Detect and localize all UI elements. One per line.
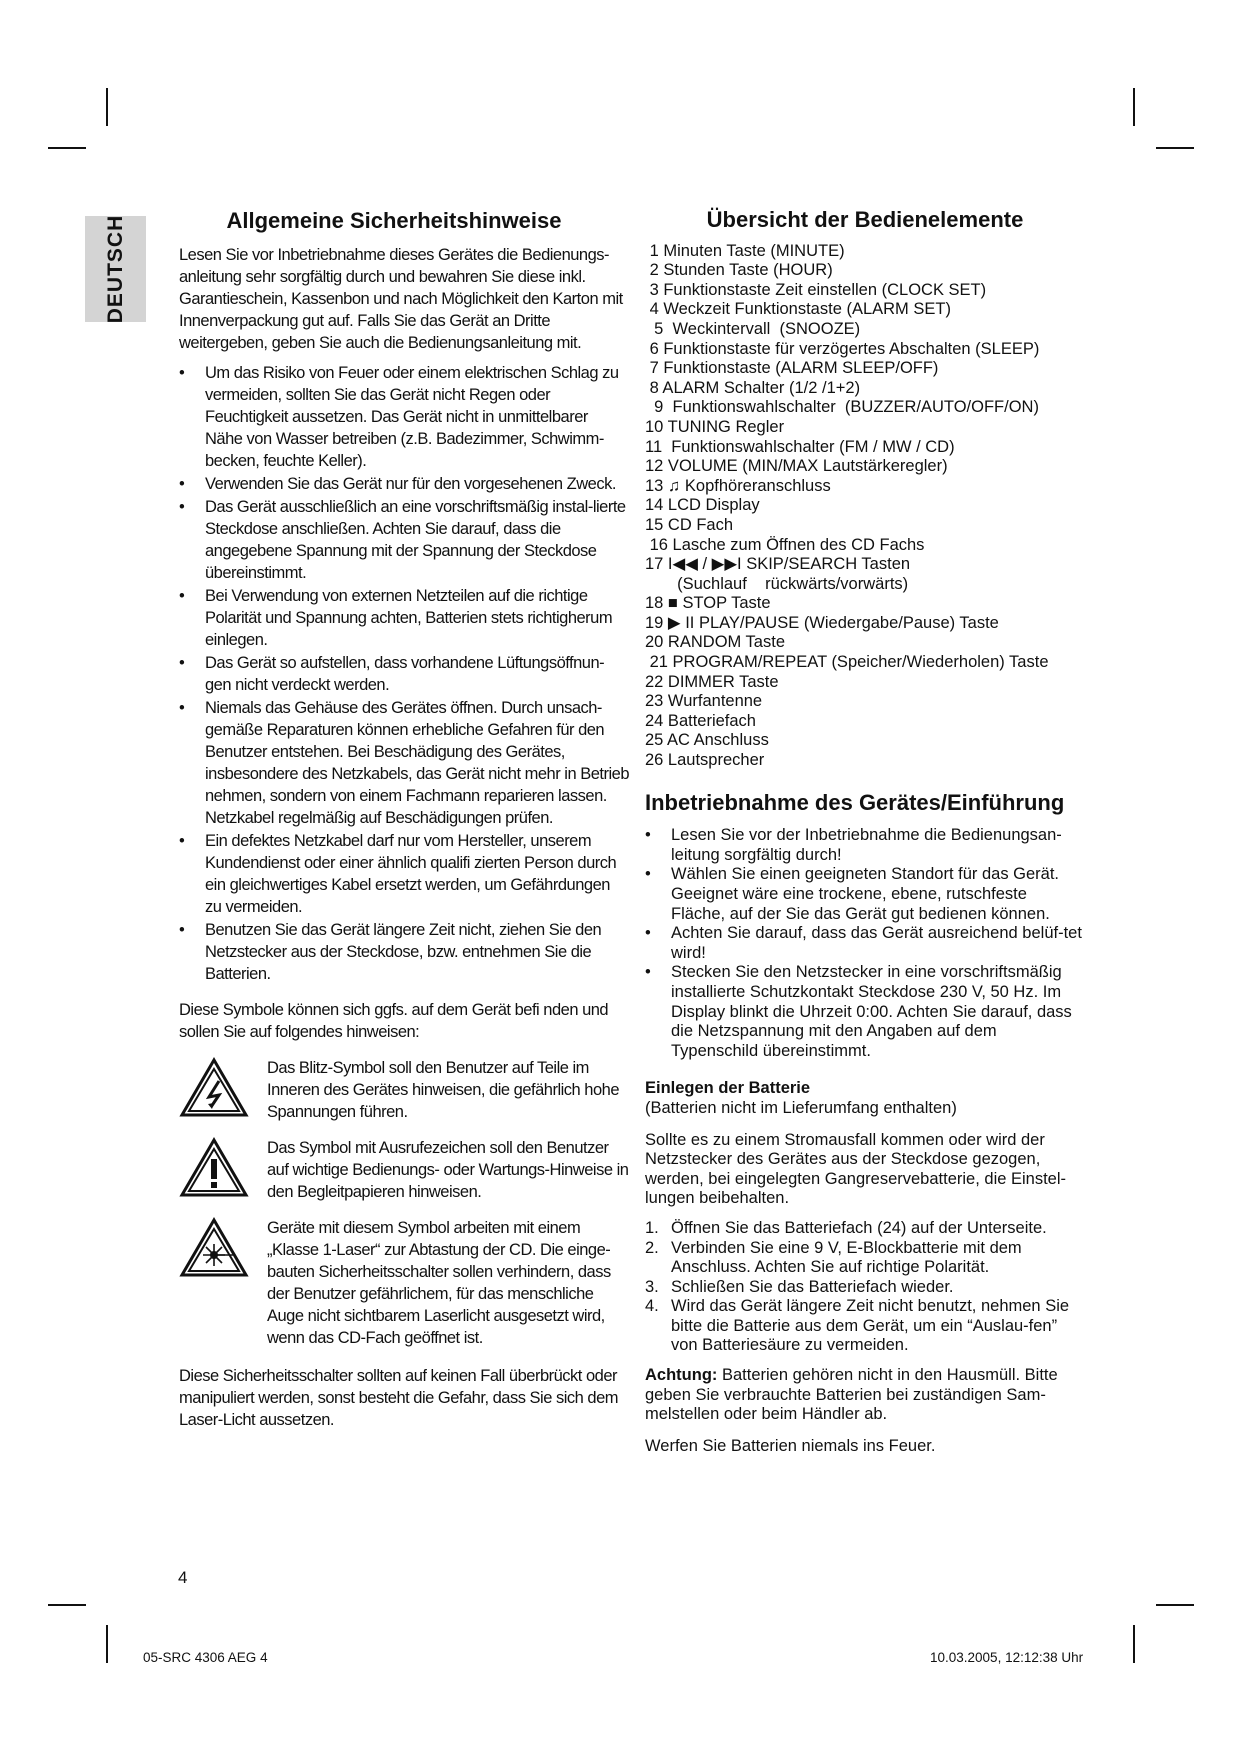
step-text: Öffnen Sie das Batteriefach (24) auf der Unterseite. (671, 1218, 1047, 1237)
list-item: 7 Funktionstaste (ALARM SLEEP/OFF) (645, 359, 939, 378)
warning-text: Das Blitz-Symbol soll den Benutzer auf Teile im Inneren des Gerätes hinweisen, die gefährlich hohe Spannungen führen. (267, 1059, 619, 1121)
step-number: 2. (645, 1238, 659, 1257)
crop-mark (48, 1604, 86, 1606)
crop-mark (1156, 147, 1194, 149)
setup-bullets (645, 826, 1085, 1061)
safety-section (179, 210, 629, 1431)
list-item: • Niemals das Gehäuse des Gerätes öffnen. Durch unsach-gemäße Reparaturen können erhebliche Gefahren für den Benutzer entstehen. Bei Beschädigung des Gerätes, insbesondere des Netzkabels, das Gerät nicht mehr in Betrieb nehmen, sondern von einem Fachmann reparieren lassen. Netzkabel regelmäßig auf Beschädigungen prüfen. (179, 697, 629, 829)
list-item: 25 AC Anschluss (645, 731, 769, 750)
safety-heading: Allgemeine Sicherheitshinweise (226, 208, 562, 233)
lightning-warning-icon (179, 1057, 251, 1119)
crop-mark (106, 88, 108, 126)
list-item: 11 Funktionswahlschalter (FM / MW / CD) (645, 437, 955, 456)
list-item: • Achten Sie darauf, dass das Gerät ausreichend belüf-tet wird! (645, 924, 1085, 963)
list-item: 26 Lautsprecher (645, 751, 765, 770)
list-item: 14 LCD Display (645, 496, 760, 515)
symbols-intro: Diese Symbole können sich ggfs. auf dem Gerät befi nden und sollen Sie auf folgendes hinweisen: (179, 1001, 609, 1041)
list-item: 23 Wurfantenne (645, 692, 763, 711)
list-item (645, 1297, 1085, 1356)
safety-intro: Lesen Sie vor Inbetriebnahme dieses Gerätes die Bedienungs-anleitung sehr sorgfältig durch und bewahren Sie diese inkl. Garantieschein, Kassenbon und nach Möglichkeit den Karton mit Innenverpackung gut auf. Falls Sie das Gerät an Dritte weitergeben, geben Sie auch die Bedienungsanleitung mit. (179, 246, 623, 352)
step-number: 3. (645, 1277, 659, 1296)
list-item: 3 Funktionstaste Zeit einstellen (CLOCK SET) (645, 280, 987, 299)
list-item: 1 Minuten Taste (MINUTE) (645, 241, 845, 260)
page-number: 4 (178, 1568, 188, 1587)
list-item: • Wählen Sie einen geeigneten Standort für das Gerät. Geeignet wäre eine trockene, ebene, rutschfeste Fläche, auf der Sie das Gerät gut bedienen können. (645, 865, 1085, 924)
battery-note: (Batterien nicht im Lieferumfang enthalten) (645, 1098, 957, 1117)
attention-label: Achtung: (645, 1366, 718, 1385)
warning-exclamation (179, 1137, 629, 1203)
list-item: • Verwenden Sie das Gerät nur für den vorgesehenen Zweck. (179, 473, 629, 495)
list-item (645, 1239, 1085, 1278)
attention-text: Batterien gehören nicht in den Hausmüll. Bitte geben Sie verbrauchte Batterien bei zuständigen Sam-melstellen oder beim Händler ab. (645, 1366, 1058, 1424)
list-item: 8 ALARM Schalter (1/2 /1+2) (645, 378, 861, 397)
list-item: • Um das Risiko von Feuer oder einem elektrischen Schlag zu vermeiden, sollten Sie das Gerät nicht Regen oder Feuchtigkeit aussetzen. Das Gerät nicht in unmittelbarer Nähe von Wasser betreiben (z.B. Badezimmer, Schwimm-becken, feuchte Keller). (179, 362, 629, 472)
safety-bullets (179, 362, 629, 985)
list-item: 21 PROGRAM/REPEAT (Speicher/Wiederholen) Taste (645, 653, 1049, 672)
exclamation-warning-icon (179, 1137, 251, 1199)
controls-heading: Übersicht der Bedienelemente (706, 207, 1024, 232)
step-text: Schließen Sie das Batteriefach wieder. (671, 1277, 954, 1296)
warning-text: Geräte mit diesem Symbol arbeiten mit einem „Klasse 1-Laser“ zur Abtastung der CD. Die einge-bauten Sicherheitsschalter sollen verhindern, dass der Benutzer gefährlichem, für das menschliche Auge nicht sichtbarem Laserlicht ausgesetzt wird, wenn das CD-Fach geöffnet ist. (267, 1219, 611, 1347)
closing-note: Diese Sicherheitsschalter sollten auf keinen Fall überbrückt oder manipuliert werden, sonst besteht die Gefahr, dass Sie sich dem Laser-Licht aussetzen. (179, 1367, 618, 1429)
warning-text: Das Symbol mit Ausrufezeichen soll den Benutzer auf wichtige Bedienungs- oder Wartungs-Hinweise in den Begleitpapieren hinweisen. (267, 1139, 629, 1201)
list-item (645, 1219, 1085, 1239)
list-item: 24 Batteriefach (645, 711, 756, 730)
list-item: • Das Gerät so aufstellen, dass vorhandene Lüftungsöffnun-gen nicht verdeckt werden. (179, 652, 629, 696)
language-tab-label: DEUTSCH (103, 214, 127, 324)
language-tab (85, 216, 146, 322)
list-item: • Das Gerät ausschließlich an eine vorschriftsmäßig instal-lierte Steckdose anschließen. Achten Sie darauf, dass die angegebene Spannung mit der Spannung der Steckdose übereinstimmt. (179, 496, 629, 584)
list-item: 12 VOLUME (MIN/MAX Lautstärkeregler) (645, 457, 948, 476)
fire-note: Werfen Sie Batterien niemals ins Feuer. (645, 1436, 936, 1455)
attention-note (645, 1366, 1085, 1425)
step-text: Verbinden Sie eine 9 V, E-Blockbatterie mit dem Anschluss. Achten Sie auf richtige Polarität. (671, 1238, 1022, 1277)
list-item: 18 ■ STOP Taste (645, 594, 771, 613)
list-item: 9 Funktionswahlschalter (BUZZER/AUTO/OFF/ON) (645, 398, 1039, 417)
crop-mark (1133, 1625, 1135, 1663)
controls-section (645, 207, 1085, 1456)
warning-laser (179, 1217, 629, 1349)
list-item: (Suchlauf rückwärts/vorwärts) (645, 574, 909, 593)
list-item: 17 I◀◀ / ▶▶I SKIP/SEARCH Tasten (645, 555, 911, 574)
list-item: 13 ♫ Kopfhöreranschluss (645, 476, 831, 495)
crop-mark (48, 147, 86, 149)
list-item: 2 Stunden Taste (HOUR) (645, 261, 833, 280)
step-number: 1. (645, 1218, 659, 1237)
battery-steps (645, 1219, 1085, 1356)
list-item: 19 ▶ II PLAY/PAUSE (Wiedergabe/Pause) Taste (645, 613, 999, 632)
list-item: 20 RANDOM Taste (645, 633, 785, 652)
battery-paragraph: Sollte es zu einem Stromausfall kommen oder wird der Netzstecker des Gerätes aus der Steckdose gezogen, werden, bei eingelegten Gangreservebatterie, die Einstel-lungen beibehalten. (645, 1130, 1067, 1208)
list-item: 10 TUNING Regler (645, 417, 785, 436)
crop-mark (1133, 88, 1135, 126)
list-item: • Bei Verwendung von externen Netzteilen auf die richtige Polarität und Spannung achten, Batterien stets richtigherum einlegen. (179, 585, 629, 651)
step-text: Wird das Gerät längere Zeit nicht benutzt, nehmen Sie bitte die Batterie aus dem Gerät, um ein “Auslau-fen” von Batteriesäure zu vermeiden. (671, 1297, 1070, 1355)
battery-heading: Einlegen der Batterie (645, 1079, 811, 1098)
list-item: • Stecken Sie den Netzstecker in eine vorschriftsmäßig installierte Schutzkontakt Steckdose 230 V, 50 Hz. Im Display blinkt die Uhrzeit 0:00. Achten Sie darauf, dass die Netzspannung mit den Angaben auf dem Typenschild übereinstimmt. (645, 963, 1085, 1061)
list-item: 22 DIMMER Taste (645, 672, 779, 691)
list-item: 15 CD Fach (645, 515, 734, 534)
crop-mark (1156, 1604, 1194, 1606)
setup-heading: Inbetriebnahme des Gerätes/Einführung (645, 789, 1065, 815)
list-item: 16 Lasche zum Öffnen des CD Fachs (645, 535, 925, 554)
warning-lightning (179, 1057, 629, 1123)
list-item: • Lesen Sie vor der Inbetriebnahme die Bedienungsan-leitung sorgfältig durch! (645, 826, 1085, 865)
list-item: • Ein defektes Netzkabel darf nur vom Hersteller, unserem Kundendienst oder einer ähnlich qualifi zierten Person durch ein gleichwertiges Kabel ersetzt werden, um Gefährdungen zu vermeiden. (179, 830, 629, 918)
crop-mark (106, 1625, 108, 1663)
list-item: 4 Weckzeit Funktionstaste (ALARM SET) (645, 300, 951, 319)
step-number: 4. (645, 1297, 659, 1316)
list-item: • Benutzen Sie das Gerät längere Zeit nicht, ziehen Sie den Netzstecker aus der Steckdose, bzw. entnehmen Sie die Batterien. (179, 919, 629, 985)
list-item (645, 1278, 1085, 1298)
laser-warning-icon (179, 1217, 251, 1279)
footer-right: 10.03.2005, 12:12:38 Uhr (930, 1650, 1084, 1665)
footer-left: 05-SRC 4306 AEG 4 (143, 1650, 268, 1665)
list-item: 6 Funktionstaste für verzögertes Abschalten (SLEEP) (645, 339, 1040, 358)
list-item: 5 Weckintervall (SNOOZE) (645, 319, 861, 338)
controls-list (645, 242, 1085, 771)
